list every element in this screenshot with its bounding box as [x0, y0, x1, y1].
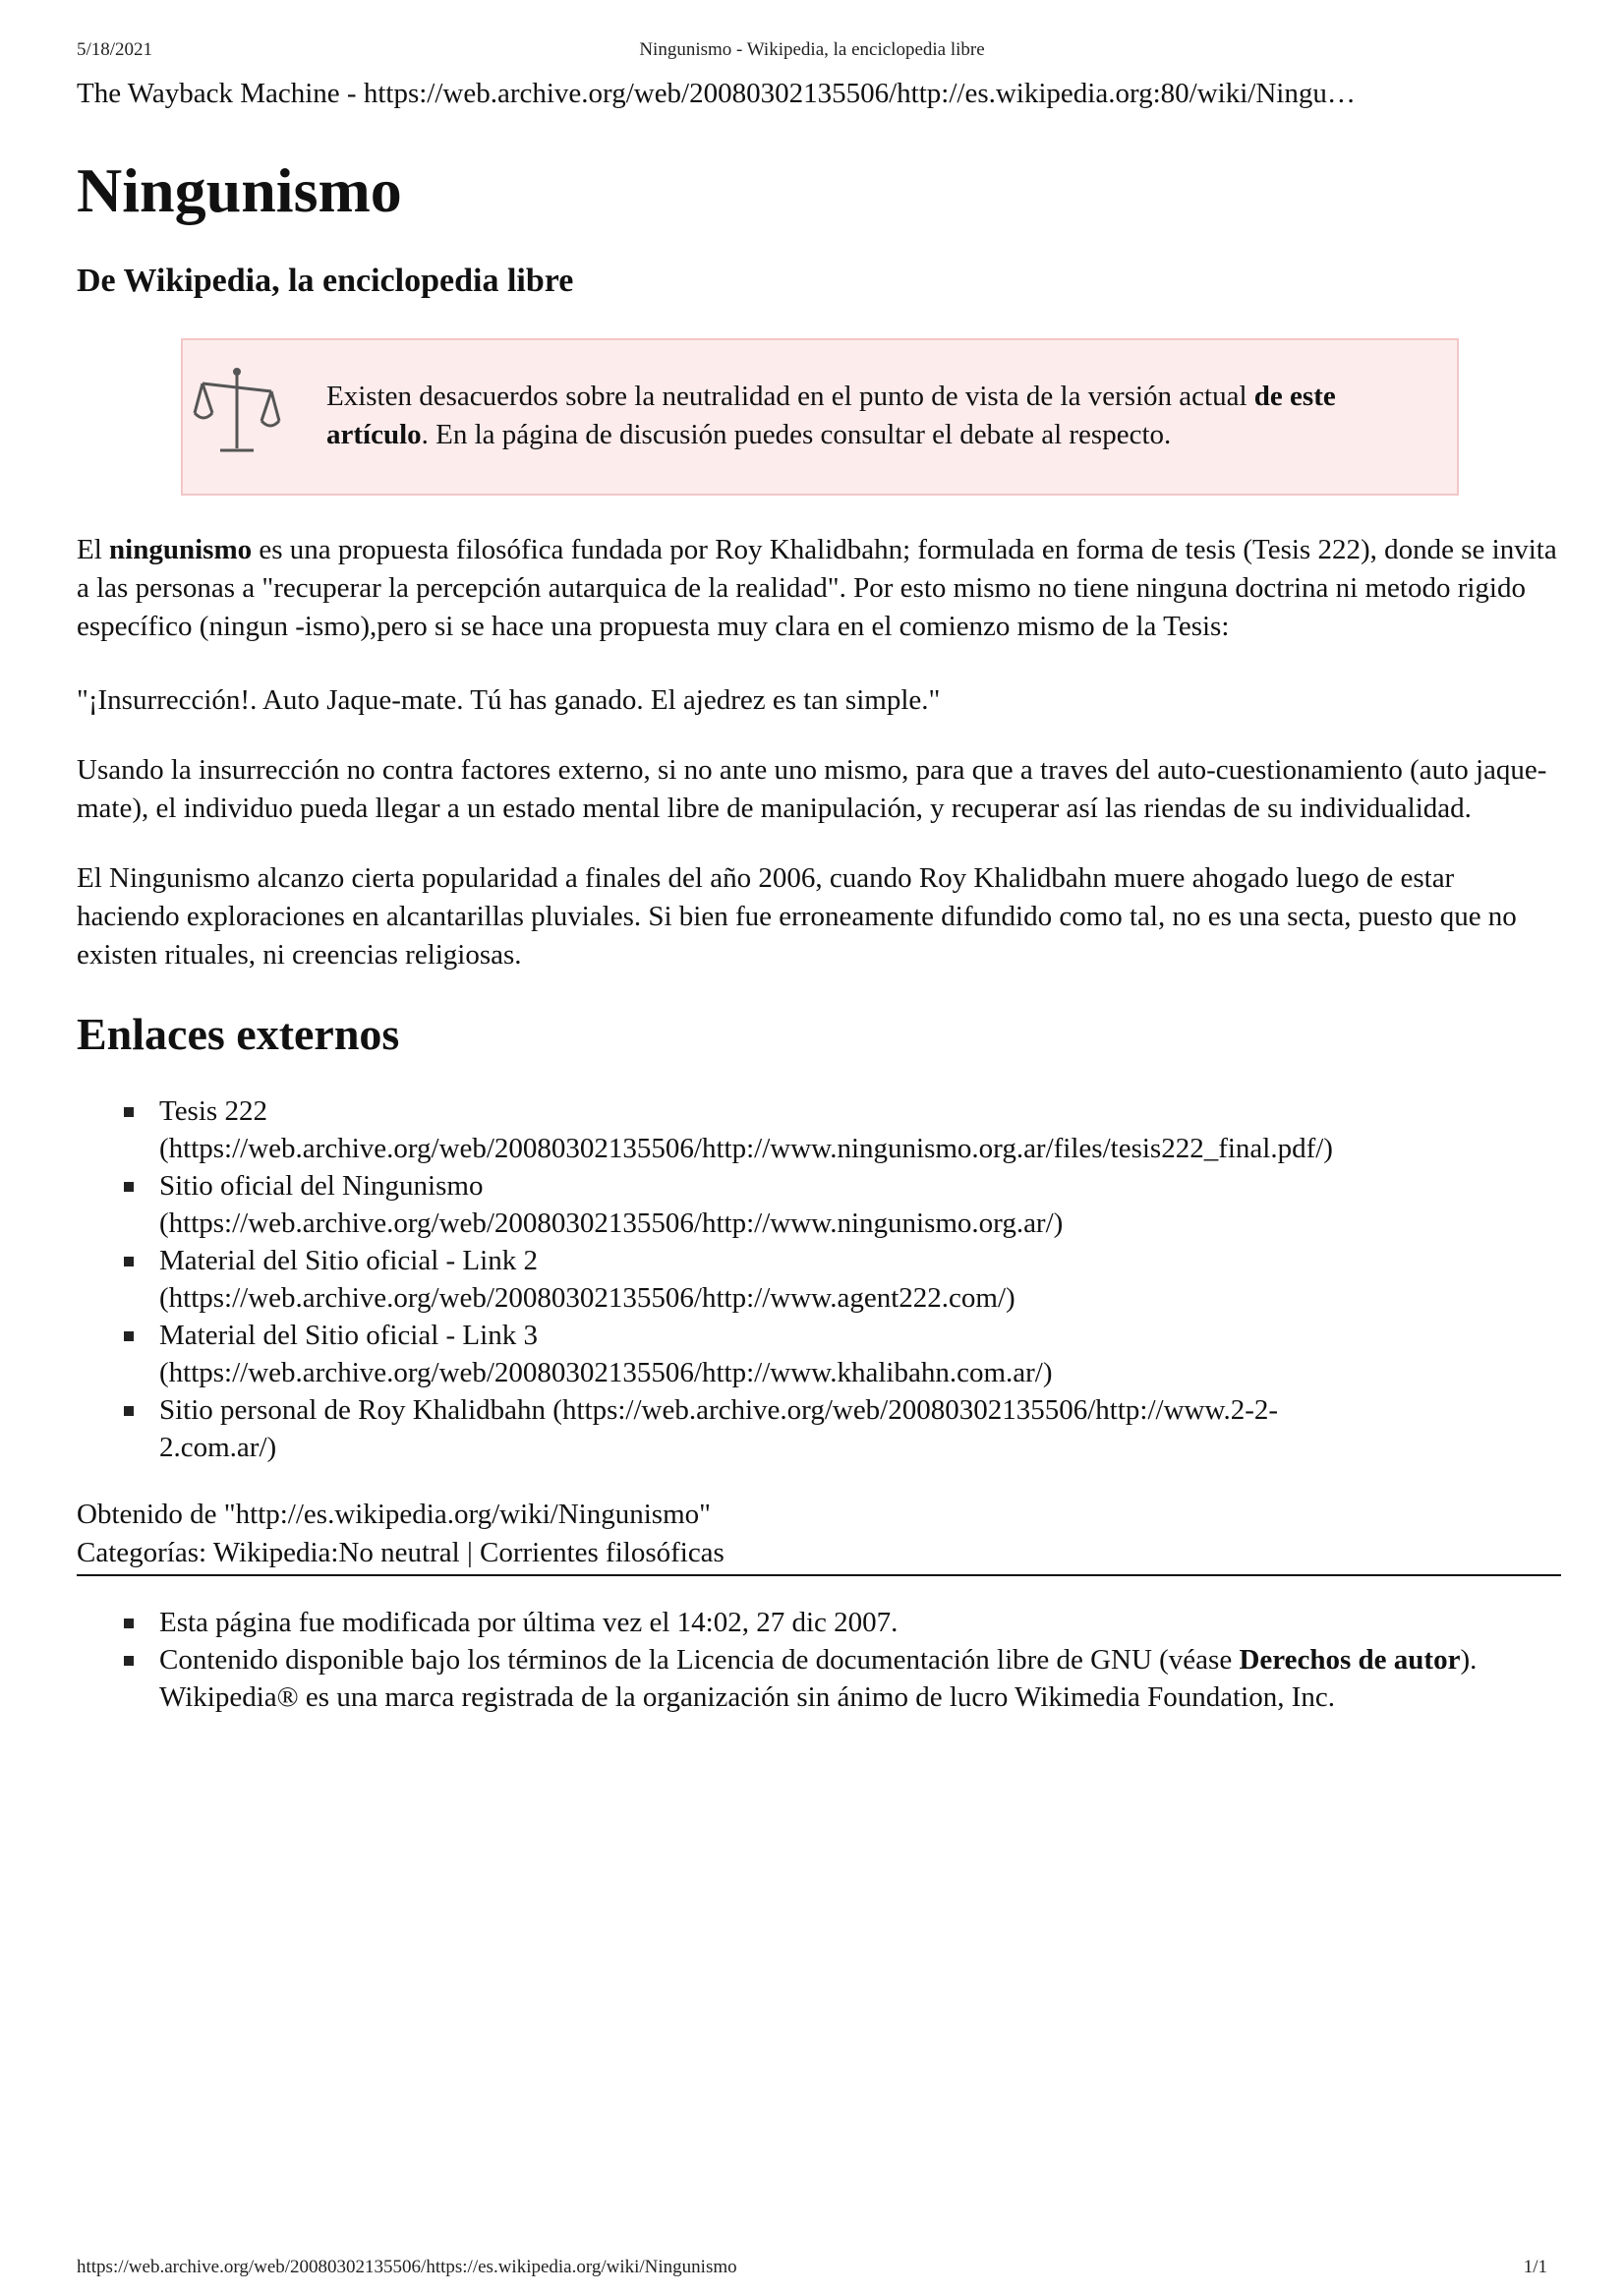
bullet-icon	[124, 1406, 134, 1416]
bullet-icon	[124, 1656, 134, 1666]
license-text: Contenido disponible bajo los términos de la Licencia de documentación libre de GNU (véase	[159, 1644, 1240, 1676]
bullet-icon	[124, 1257, 134, 1266]
link-url: (https://web.archive.org/web/20080302135506/http://www.khalibahn.com.ar/)	[159, 1357, 1053, 1388]
external-link-item[interactable]	[77, 1317, 1561, 1391]
intro-paragraph	[77, 531, 1561, 646]
quote-paragraph: "¡Insurrección!. Auto Jaque-mate. Tú has ganado. El ajedrez es tan simple."	[77, 684, 941, 716]
copyright-link[interactable]: Derechos de autor	[1239, 1644, 1461, 1676]
scales-icon	[193, 362, 281, 460]
external-link-item[interactable]	[77, 1391, 1561, 1466]
print-footer	[77, 2257, 1547, 2280]
link-text[interactable]: Material del Sitio oficial - Link 3	[159, 1320, 538, 1351]
bullet-icon	[124, 1331, 134, 1341]
intro-text: El	[77, 534, 110, 565]
link-text[interactable]: Sitio personal de Roy Khalidbahn (https://web.archive.org/web/20080302135506/http://www.2-2-	[159, 1394, 1279, 1426]
license-text-end: ).	[1460, 1644, 1478, 1676]
section-heading-enlaces: Enlaces externos	[77, 1009, 400, 1059]
bullet-icon	[124, 1107, 134, 1117]
paragraph-3: El Ningunismo alcanzo cierta popularidad a finales del año 2006, cuando Roy Khalidbahn muere ahogado luego de estar haciendo exploraciones en alcantarillas pluviales. Si bien fue erroneamente difundido como tal, no es una secta, puesto que no existen rituales, ni creencias religiosas.	[77, 862, 1517, 971]
wayback-banner: The Wayback Machine - https://web.archive.org/web/20080302135506/http://es.wikipedia.org:80/wiki/Ningu…	[77, 78, 1356, 109]
print-footer-url: https://web.archive.org/web/20080302135506/https://es.wikipedia.org/wiki/Ningunismo	[77, 2257, 737, 2277]
link-url: 2.com.ar/)	[159, 1432, 277, 1463]
trademark-text: Wikipedia® es una marca registrada de la organización sin ánimo de lucro Wikimedia Foundation, Inc.	[159, 1681, 1335, 1713]
link-url: (https://web.archive.org/web/20080302135506/http://www.agent222.com/)	[159, 1282, 1015, 1314]
article-title: Ningunismo	[77, 155, 402, 225]
article-subtitle: De Wikipedia, la enciclopedia libre	[77, 263, 574, 299]
link-text[interactable]: Material del Sitio oficial - Link 2	[159, 1245, 538, 1276]
notice-text	[326, 378, 1437, 454]
obtained-from: Obtenido de "http://es.wikipedia.org/wiki/Ningunismo"	[77, 1499, 711, 1530]
notice-text-part: . En la página de discusión puedes consultar el debate al respecto.	[421, 419, 1172, 450]
notice-link[interactable]: de este artículo	[326, 381, 1336, 450]
print-page-title: Ningunismo - Wikipedia, la enciclopedia libre	[639, 39, 985, 60]
last-modified-item	[77, 1604, 1561, 1641]
neutrality-notice	[181, 338, 1459, 496]
external-link-item[interactable]	[77, 1167, 1561, 1242]
link-text[interactable]: Sitio oficial del Ningunismo	[159, 1170, 484, 1202]
link-url: (https://web.archive.org/web/20080302135506/http://www.ningunismo.org.ar/)	[159, 1207, 1064, 1239]
paragraph-2: Usando la insurrección no contra factores externo, si no ante uno mismo, para que a traves del auto-cuestionamiento (auto jaque-mate), el individuo pueda llegar a un estado mental libre de manipulación, y recuperar así las riendas de su individualidad.	[77, 754, 1547, 824]
print-date: 5/18/2021	[77, 39, 153, 60]
bullet-icon	[124, 1619, 134, 1628]
categories-line[interactable]: Categorías: Wikipedia:No neutral | Corrientes filosóficas	[77, 1537, 725, 1568]
footer-info-list	[77, 1604, 1561, 1716]
external-link-item[interactable]	[77, 1242, 1561, 1317]
print-header	[77, 39, 1547, 63]
page-content	[77, 75, 1561, 1716]
link-text[interactable]: Tesis 222	[159, 1095, 267, 1127]
print-page-number: 1/1	[1523, 2257, 1547, 2277]
last-modified-text: Esta página fue modificada por última vez el 14:02, 27 dic 2007.	[159, 1607, 899, 1638]
intro-bold-term: ningunismo	[109, 534, 253, 565]
link-url: (https://web.archive.org/web/20080302135506/http://www.ningunismo.org.ar/files/tesis222_final.pdf/)	[159, 1133, 1333, 1164]
license-item	[77, 1641, 1561, 1716]
bullet-icon	[124, 1182, 134, 1192]
external-links-list	[77, 1092, 1561, 1466]
notice-text-part: Existen desacuerdos sobre la neutralidad en el punto de vista de la versión actual	[326, 381, 1254, 412]
footer-divider	[77, 1574, 1561, 1576]
intro-text: es una propuesta filosófica fundada por Roy Khalidbahn; formulada en forma de tesis (Tesis 222), donde se invita a las personas a "recuperar la percepción autarquica de la realidad". Por esto mismo no tiene ninguna doctrina ni metodo rigido específico (ningun -ismo),pero si se hace una propuesta muy clara en el comienzo mismo de la Tesis:	[77, 534, 1557, 642]
external-link-item[interactable]	[77, 1092, 1561, 1167]
